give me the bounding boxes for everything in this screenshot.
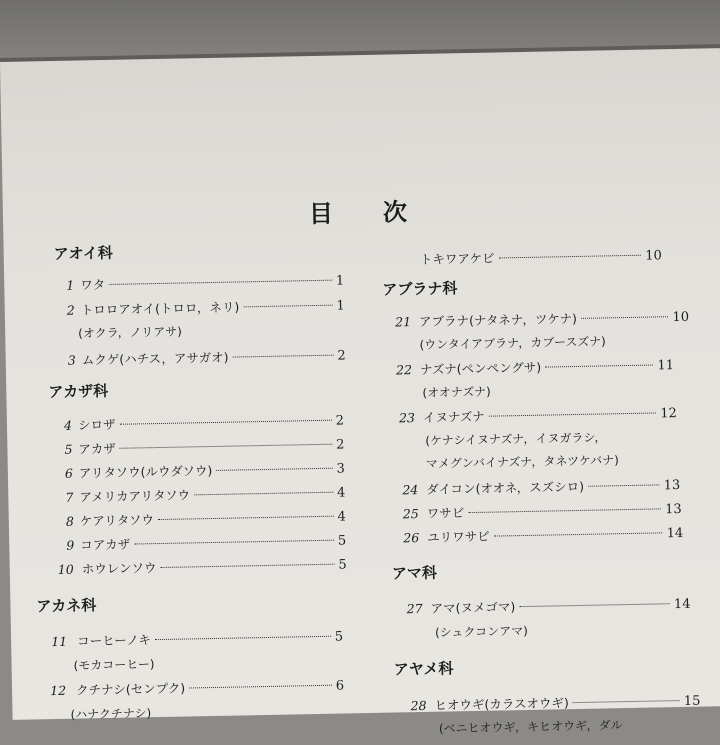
entry-subnames-1: (ケナシイヌナズナ，イヌガラシ， bbox=[425, 430, 607, 448]
dot-leader bbox=[573, 700, 680, 703]
toc-entry-continued[interactable] bbox=[420, 245, 662, 268]
entry-page: 14 bbox=[666, 525, 684, 542]
entry-page: 4 bbox=[336, 485, 346, 501]
entry-name: ナズナ(ペンペングサ) bbox=[419, 359, 542, 377]
toc-entry-6[interactable] bbox=[53, 458, 345, 482]
category-akaza: アカザ科 bbox=[48, 381, 109, 402]
entry-name: ムクゲ(ハチス，アサガオ) bbox=[81, 349, 229, 368]
entry-number: 10 bbox=[57, 561, 74, 577]
entry-name: ワタ bbox=[80, 277, 106, 293]
entry-number: 27 bbox=[406, 600, 423, 617]
entry-page: 5 bbox=[338, 557, 347, 573]
entry-name: アリタソウ(ルウダソウ) bbox=[78, 463, 213, 481]
entry-number: 21 bbox=[395, 314, 412, 330]
entry-page: 2 bbox=[335, 413, 345, 429]
dot-leader bbox=[519, 603, 670, 607]
entry-name: ケアリタソウ bbox=[79, 512, 155, 529]
entry-number: 8 bbox=[65, 513, 74, 529]
entry-page: 4 bbox=[337, 509, 346, 525]
category-ayame: アヤメ科 bbox=[393, 659, 454, 679]
toc-entry-7[interactable] bbox=[53, 482, 345, 506]
toc-entry-2[interactable] bbox=[55, 295, 345, 319]
category-ama: アマ科 bbox=[391, 563, 438, 583]
entry-page: 10 bbox=[645, 248, 662, 264]
entry-number: 4 bbox=[63, 417, 73, 433]
entry-number: 7 bbox=[65, 489, 74, 505]
dot-leader bbox=[494, 532, 663, 536]
entry-name: コーヒーノキ bbox=[76, 632, 152, 649]
entry-number: 11 bbox=[51, 633, 68, 650]
entry-page: 13 bbox=[665, 501, 682, 518]
dot-leader bbox=[194, 492, 333, 496]
toc-entry-3[interactable] bbox=[56, 345, 346, 369]
dot-leader bbox=[489, 412, 657, 416]
entry-name: ヒオウギ(カラスオウギ) bbox=[434, 695, 569, 713]
entry-subnames: (オオナズナ) bbox=[422, 384, 491, 400]
dot-leader bbox=[581, 316, 669, 319]
entry-page: 6 bbox=[335, 678, 345, 694]
dot-leader bbox=[109, 280, 332, 285]
entry-number: 1 bbox=[66, 277, 75, 293]
entry-name: ホウレンソウ bbox=[81, 560, 157, 577]
entry-number: 23 bbox=[398, 410, 416, 426]
entry-page: 2 bbox=[335, 437, 345, 453]
entry-page: 11 bbox=[657, 358, 675, 374]
entry-number: 25 bbox=[402, 506, 419, 522]
entry-number: 2 bbox=[66, 302, 75, 318]
dot-leader bbox=[468, 508, 661, 513]
entry-name: ユリワサビ bbox=[427, 528, 490, 545]
toc-entry-5[interactable] bbox=[52, 434, 344, 458]
entry-subnames: (モカコーヒー) bbox=[73, 657, 155, 673]
toc-entry-4[interactable] bbox=[52, 410, 344, 434]
entry-page: 10 bbox=[672, 309, 690, 326]
toc-entry-25[interactable] bbox=[397, 499, 682, 522]
category-aoi: アオイ科 bbox=[53, 243, 113, 264]
dot-leader bbox=[233, 355, 334, 358]
entry-subnames-2: マメグンバイナズナ，タネツケバナ) bbox=[425, 453, 619, 471]
entry-number: 9 bbox=[66, 537, 75, 553]
toc-entry-23[interactable] bbox=[393, 403, 677, 426]
dot-leader bbox=[158, 516, 334, 520]
toc-entry-10[interactable] bbox=[50, 554, 347, 578]
dot-leader bbox=[189, 685, 332, 689]
entry-number: 24 bbox=[402, 482, 419, 498]
toc-entry-26[interactable] bbox=[397, 523, 683, 546]
entry-number: 26 bbox=[403, 530, 420, 546]
entry-name: コアカザ bbox=[80, 536, 131, 553]
dot-leader bbox=[119, 420, 331, 425]
entry-number: 28 bbox=[410, 697, 427, 714]
entry-name: アマ(ヌメゴマ) bbox=[430, 599, 516, 616]
entry-subnames: (オクラ，ノリアサ) bbox=[78, 324, 183, 341]
entry-number: 5 bbox=[64, 441, 73, 457]
entry-page: 3 bbox=[336, 461, 346, 477]
entry-name: ワサビ bbox=[426, 505, 465, 521]
entry-name: アカザ bbox=[78, 440, 116, 457]
entry-name: イヌナズナ bbox=[422, 408, 485, 425]
heading-ji: 次 bbox=[382, 197, 408, 227]
toc-entry-12[interactable] bbox=[42, 676, 344, 700]
heading-moku: 目 bbox=[308, 198, 334, 229]
entry-page: 1 bbox=[335, 273, 345, 289]
entry-page: 15 bbox=[683, 693, 701, 709]
dot-leader bbox=[160, 564, 334, 568]
category-akane: アカネ科 bbox=[36, 596, 97, 616]
dot-leader bbox=[155, 636, 331, 640]
entry-number: 6 bbox=[64, 465, 74, 481]
entry-subnames: (ハナクチナシ) bbox=[70, 706, 152, 722]
entry-name: アメリカアリタソウ bbox=[79, 487, 191, 505]
entry-name: アブラナ(ナタネナ，ツケナ) bbox=[418, 310, 578, 330]
entry-number: 22 bbox=[395, 362, 413, 378]
entry-name: ダイコン(オオネ，スズシロ) bbox=[426, 478, 585, 497]
dot-leader bbox=[588, 484, 660, 486]
entry-subnames: (ウンタイアブラナ，カブースズナ) bbox=[419, 334, 606, 352]
entry-page: 2 bbox=[337, 348, 346, 364]
dot-leader bbox=[134, 540, 334, 545]
entry-subnames: (シュクコンアマ) bbox=[434, 623, 529, 640]
entry-name: トキワアケビ bbox=[419, 250, 495, 267]
toc-entry-27[interactable] bbox=[400, 594, 690, 618]
entry-subnames: (ベニヒオウギ，キヒオウギ，ダル bbox=[438, 718, 623, 736]
toc-entry-24[interactable] bbox=[396, 475, 680, 498]
dot-leader bbox=[498, 255, 641, 259]
entry-name: クチナシ(センプク) bbox=[75, 680, 186, 698]
entry-name: トロロアオイ(トロロ，ネリ) bbox=[80, 299, 240, 318]
entry-page: 5 bbox=[334, 629, 344, 645]
entry-number: 3 bbox=[67, 352, 76, 368]
toc-entry-22[interactable] bbox=[390, 355, 674, 378]
entry-page: 1 bbox=[336, 298, 345, 314]
dot-leader bbox=[243, 305, 332, 308]
dot-leader bbox=[120, 444, 332, 449]
entry-name: シロザ bbox=[77, 416, 116, 433]
book-page bbox=[0, 48, 720, 736]
toc-entry-21[interactable] bbox=[389, 307, 689, 331]
dot-leader bbox=[216, 468, 332, 471]
toc-entry-11[interactable] bbox=[43, 627, 343, 651]
toc-entry-8[interactable] bbox=[54, 506, 346, 530]
toc-entry-28[interactable] bbox=[404, 691, 700, 715]
entry-page: 12 bbox=[660, 406, 678, 422]
entry-page: 5 bbox=[337, 533, 347, 549]
entry-page: 14 bbox=[673, 596, 691, 613]
category-aburana: アブラナ科 bbox=[382, 279, 458, 299]
toc-entry-1[interactable] bbox=[54, 270, 344, 294]
entry-number: 12 bbox=[50, 682, 67, 699]
toc-entry-9[interactable] bbox=[54, 530, 346, 554]
dot-leader bbox=[545, 365, 653, 368]
entry-page: 13 bbox=[663, 478, 681, 494]
